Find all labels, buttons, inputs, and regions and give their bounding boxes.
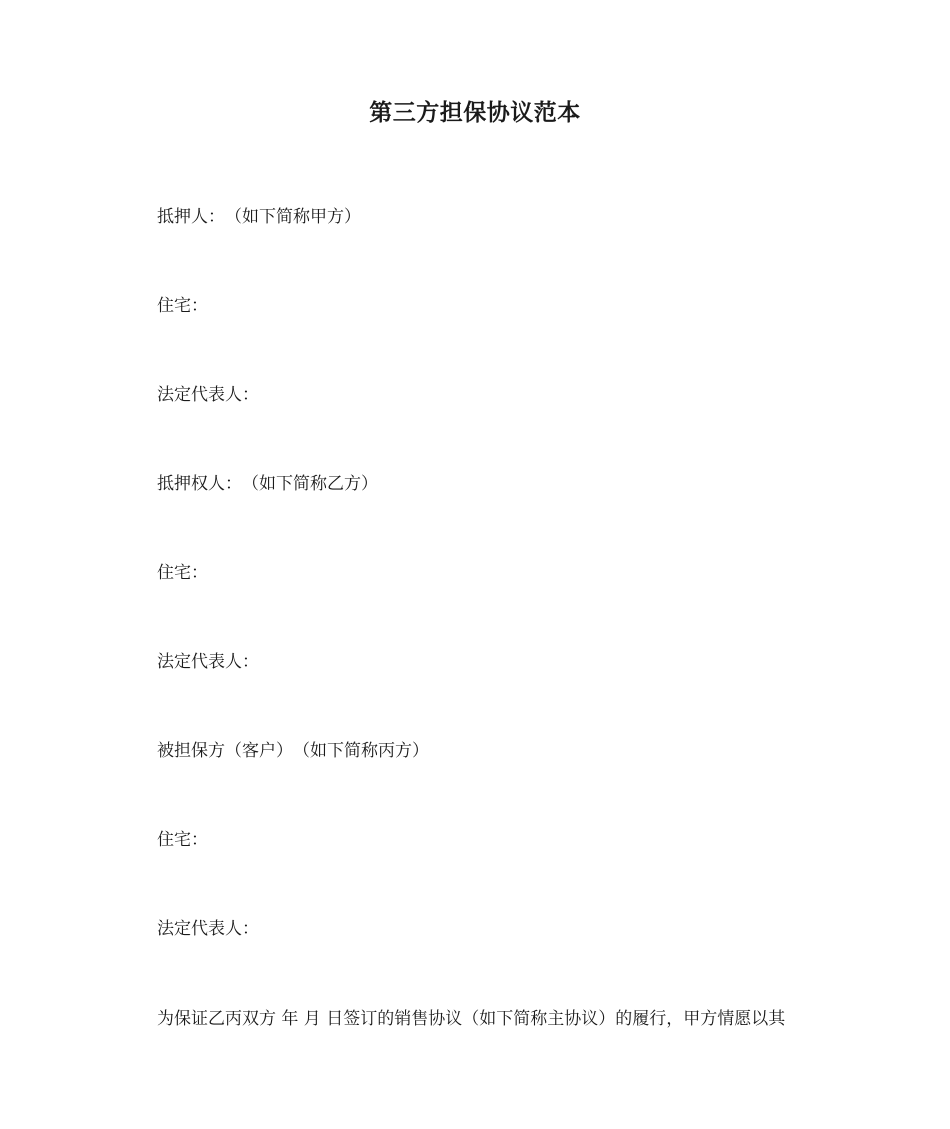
mortgagor-address-line: 住宅： [157, 296, 208, 316]
document-title: 第三方担保协议范本 [369, 100, 581, 126]
guaranteed-party-legal-rep-line: 法定代表人： [157, 919, 259, 939]
guaranteed-party-line: 被担保方（客户） （如下简称丙方） [157, 741, 429, 761]
mortgagee-line: 抵押权人： （如下简称乙方） [157, 474, 378, 494]
body-paragraph: 为保证乙丙双方 年 月 日签订的销售协议（如下简称主协议）的履行，甲方情愿以其 [157, 1009, 786, 1029]
mortgagee-legal-rep-line: 法定代表人： [157, 652, 259, 672]
mortgagor-line: 抵押人： （如下简称甲方） [157, 207, 361, 227]
guaranteed-party-address-line: 住宅： [157, 830, 208, 850]
mortgagor-legal-rep-line: 法定代表人： [157, 385, 259, 405]
mortgagee-address-line: 住宅： [157, 563, 208, 583]
